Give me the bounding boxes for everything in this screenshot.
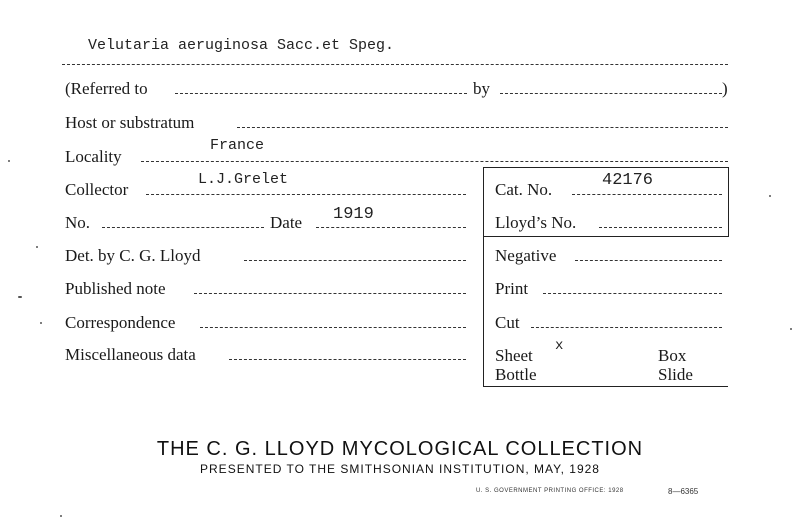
scan-speck	[60, 515, 62, 517]
scan-speck	[18, 296, 22, 298]
cat-no-label: Cat. No.	[495, 180, 553, 199]
print-label: Print	[495, 279, 529, 298]
no-line	[102, 227, 264, 228]
det-line	[244, 260, 466, 261]
cut-label: Cut	[495, 313, 520, 332]
form-number: 8—6365	[668, 487, 699, 496]
misc-line	[229, 359, 466, 360]
close-paren: )	[722, 79, 728, 98]
negative-line	[575, 260, 722, 261]
print-line	[543, 293, 722, 294]
scan-speck	[769, 195, 771, 197]
lloyds-no-label: Lloyd’s No.	[495, 213, 577, 232]
no-label: No.	[65, 213, 91, 232]
printing-imprint: U. S. GOVERNMENT PRINTING OFFICE: 1928	[476, 488, 624, 494]
collector-line	[146, 194, 466, 195]
correspondence-label: Correspondence	[65, 313, 176, 332]
box-bottom-rule	[483, 386, 728, 387]
scan-speck	[40, 322, 42, 324]
species-name: Velutaria aeruginosa Sacc.et Speg.	[88, 37, 395, 54]
cat-no-line	[572, 194, 722, 195]
published-line	[194, 293, 466, 294]
sheet-mark: x	[555, 338, 564, 354]
collection-title: THE C. G. LLOYD MYCOLOGICAL COLLECTION	[156, 438, 644, 460]
referred-to-label: (Referred to	[65, 79, 148, 98]
locality-line	[141, 161, 728, 162]
collector-value: L.J.Grelet	[198, 171, 289, 188]
host-label: Host or substratum	[65, 113, 195, 132]
box-right-edge	[728, 167, 729, 237]
bottle-label: Bottle	[495, 365, 537, 384]
header-rule	[62, 64, 728, 65]
box-top-rule	[483, 167, 728, 168]
date-line	[316, 227, 466, 228]
sheet-label: Sheet	[495, 346, 533, 365]
cat-no-value: 42176	[602, 171, 654, 190]
scan-speck	[790, 328, 792, 330]
published-label: Published note	[65, 279, 166, 298]
box-label: Box	[658, 346, 687, 365]
misc-label: Miscellaneous data	[65, 345, 196, 364]
correspondence-line	[200, 327, 466, 328]
host-line	[237, 127, 728, 128]
locality-value: France	[210, 137, 265, 154]
collector-label: Collector	[65, 180, 129, 199]
lloyds-no-line	[599, 227, 722, 228]
by-label: by	[473, 79, 490, 98]
det-label: Det. by C. G. Lloyd	[65, 246, 201, 265]
box-divider	[483, 236, 728, 237]
slide-label: Slide	[658, 365, 693, 384]
date-label: Date	[270, 213, 303, 232]
scan-speck	[36, 246, 38, 248]
referred-to-line	[175, 93, 467, 94]
cut-line	[531, 327, 722, 328]
negative-label: Negative	[495, 246, 557, 265]
by-line	[500, 93, 722, 94]
date-value: 1919	[333, 205, 374, 224]
collection-subtitle: PRESENTED TO THE SMITHSONIAN INSTITUTION, MAY, 1928	[200, 462, 600, 476]
scan-speck	[8, 160, 10, 162]
locality-label: Locality	[65, 147, 122, 166]
